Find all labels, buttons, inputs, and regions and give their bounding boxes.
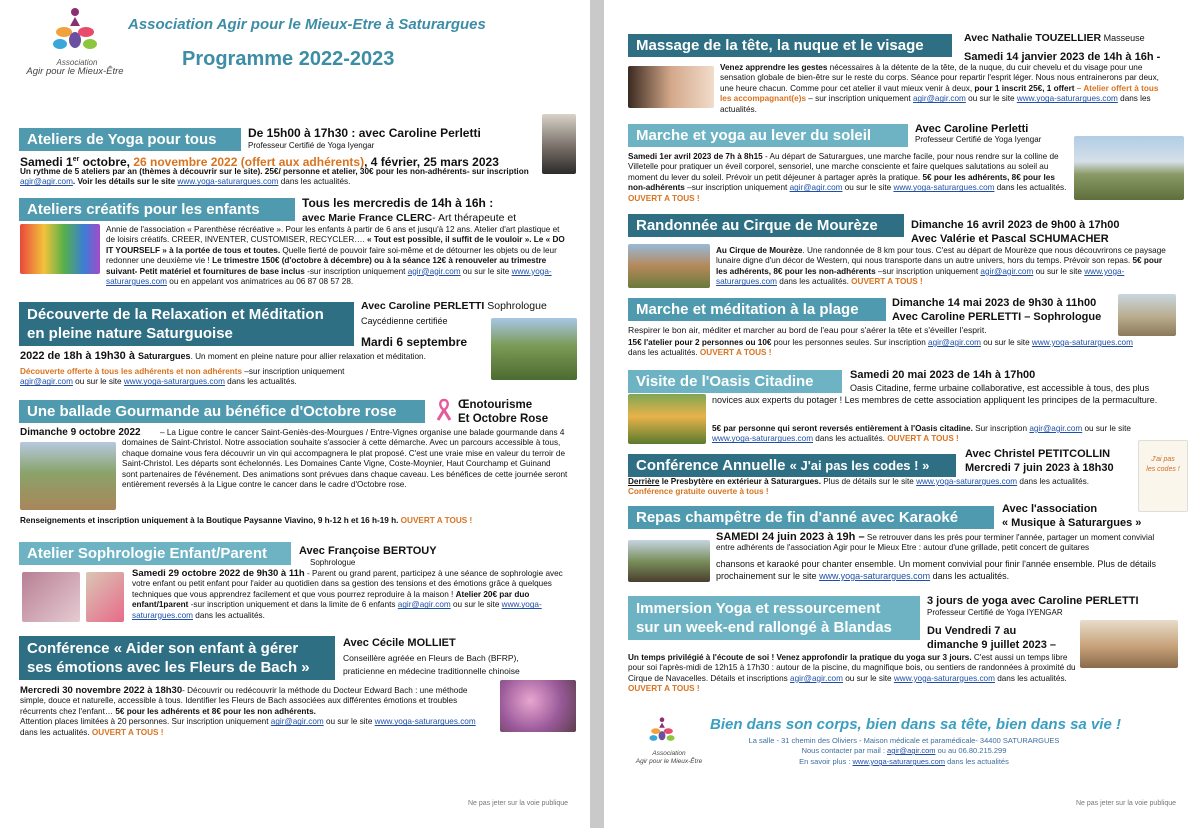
relax-date: Mardi 6 septembre xyxy=(361,335,468,349)
massage-date: Samedi 14 janvier 2023 de 14h à 16h - xyxy=(964,51,1161,63)
immersion-date2: dimanche 9 juillet 2023 – xyxy=(927,639,1057,651)
immersion-banner: Immersion Yoga et ressourcement sur un week-end rallongé à Blandas xyxy=(628,596,920,640)
logo-flower-icon xyxy=(40,4,110,56)
conf1-body: Mercredi 30 novembre 2022 à 18h30- Découvrir ou redécouvrir la méthode du Docteur Edward Bach : une méthode simple, douce et naturelle, accessible à tous. Identifier les Fleurs de Bach associées aux différentes émotions et troubles récurrents chez l'enfant… 5€ pour les adhérents et 8€ pour les non adhérents. Attention places limitées à 20 personnes. Sur inscription uniquement agir@agir.com ou sur le site www.yoga-saturargues.com dans les actualités. OUVERT A TOUS ! xyxy=(20,685,476,737)
creatif-time: Tous les mercredis de 14h à 16h : xyxy=(302,196,494,210)
ballade-side1: Œnotourisme xyxy=(458,399,533,411)
repas-body2: chansons et karaoké pour chanter ensemble. Un moment convivial pour finir l'année ensemble. Plus de détails prochainement sur le site www.yoga-saturargues.com dans les actualités. xyxy=(716,559,1156,581)
conf2-with: Avec Christel PETITCOLLIN xyxy=(965,448,1111,460)
conf2-site-link[interactable]: www.yoga-saturargues.com xyxy=(916,477,1018,486)
marche-banner: Marche et yoga au lever du soleil xyxy=(628,124,908,147)
yoga-teacher-title: Professeur Certifié de Yoga Iyengar xyxy=(248,141,375,150)
repas-banner: Repas champêtre de fin d'anné avec Karaoké xyxy=(628,506,994,529)
conf2-body: Derrière le Presbytère en extérieur à Saturargues. Plus de détails sur le site www.yoga-saturargues.com dans les actualités. Conférence gratuite ouverte à tous ! xyxy=(628,477,1090,497)
footer-logo-icon xyxy=(642,712,682,748)
slogan: Bien dans son corps, bien dans sa tête, bien dans sa vie ! xyxy=(710,716,1121,733)
medit-with: Avec Caroline PERLETTI – Sophrologue xyxy=(892,311,1102,323)
immersion-role: Professeur Certifié de Yoga IYENGAR xyxy=(927,608,1063,617)
page-right xyxy=(604,0,1194,828)
conf1-banner: Conférence « Aider son enfant à gérer ses émotions avec les Fleurs de Bach » xyxy=(19,636,335,680)
footer-site-link[interactable]: www.yoga-saturargues.com xyxy=(852,757,946,766)
medit-body2: 15€ l'atelier pour 2 personnes ou 10€ pour les personnes seules. Sur inscription agir@agir.com ou sur le site www.yoga-saturargues.com dans les actualités. OUVERT A TOUS ! xyxy=(628,338,1133,358)
massage-with: Avec Nathalie TOUZELLIER Masseuse xyxy=(964,32,1145,44)
rando-site-link[interactable]: www.yoga-saturargues.com xyxy=(716,266,1125,287)
footer-email-link[interactable]: agir@agir.com xyxy=(887,746,936,755)
marche-photo xyxy=(1074,136,1184,200)
relax-body2: Découverte offerte à tous les adhérents et non adhérents –sur inscription uniquement agir@agir.com ou sur le site www.yoga-saturargues.com dans les actualités. xyxy=(20,367,345,387)
repas-with: Avec l'association xyxy=(1002,503,1098,515)
sophro-photo-1 xyxy=(22,572,80,622)
rando-date: Dimanche 16 avril 2023 de 9h00 à 17h00 xyxy=(911,219,1120,231)
sophro-banner: Atelier Sophrologie Enfant/Parent xyxy=(19,542,291,565)
creatif-body: Annie de l'association « Parenthèse récréative ». Pour les enfants à partir de 6 ans et jusqu'à 12 ans. Atelier d'art plastique et de loisirs créatifs. CREER, INVENTER, CUSTOMISER, RECYCLER…. « Tout est possible, il suffit de le vouloir ». Le « DO IT YOURSELF » à la portée de tous et toutes. Quelle fierté de pouvoir faire soi-même et de détourner les objets ou de leur redonner une deuxième vie ! Le trimestre 150€ (d'octobre à décembre) ou à la séance 12€ à renouveler au trimestre suivant- Petit matériel et fournitures de base inclus -sur inscription uniquement agir@agir.com ou sur le site www.yoga-saturargues.com ou en appelant vos animatrices au 06 87 08 57 28. xyxy=(106,225,565,287)
medit-email-link[interactable]: agir@agir.com xyxy=(928,338,981,347)
rando-banner: Randonnée au Cirque de Mourèze xyxy=(628,214,904,237)
creatif-email-link[interactable]: agir@agir.com xyxy=(407,266,461,276)
oasis-body2: 5€ par personne qui seront reversés entièrement à l'Oasis citadine. Sur inscription agir@agir.com ou sur le site www.yoga-saturargues.com dans les actualités. OUVERT A TOUS ! xyxy=(712,424,1131,444)
repas-site-link[interactable]: www.yoga-saturargues.com xyxy=(819,571,931,581)
notice-right: Ne pas jeter sur la voie publique xyxy=(1076,800,1177,807)
medit-date: Dimanche 14 mai 2023 de 9h30 à 11h00 xyxy=(892,297,1097,309)
footer-contact: Nous contacter par mail : agir@agir.com ou au 06.80.215.299 xyxy=(801,746,1007,755)
logo-text-2: Agir pour le Mieux-Être xyxy=(26,66,124,77)
oasis-date: Samedi 20 mai 2023 de 14h à 17h00 xyxy=(850,369,1036,381)
oasis-email-link[interactable]: agir@agir.com xyxy=(1029,424,1083,433)
creatif-with: avec Marie France CLERC- Art thérapeute et xyxy=(302,212,517,224)
footer-logo-text: Association Agir pour le Mieux-Être xyxy=(635,750,703,765)
pink-ribbon-icon xyxy=(434,398,454,422)
ballade-text: – La Ligue contre le cancer Saint-Geniès-des-Mourgues / Entre-Vignes organise une balade gourmande dans 4 domaines de Saint-Christol. Notre association souhaite s'associer à cette démarche. Avec un parcours accessible à tous, chaque domaine vous fera découvrir un vin qui accompagnera le plat proposé. C'est une vraie mise en valeur du terroir de Saint-Christol. Les départs sont échelonnés. Les Domaines Cante Vigne, Coste-Moynier, Haut Courchamp et Guinand sont partenaires de l'événement. Des animations sont prévues dans chaque caveau. Les bénéfices de cette journée seront entièrement reversés à la Ligue contre le cancer dans le cadre d'Octobre rose. xyxy=(122,428,568,490)
oasis-site-link[interactable]: www.yoga-saturargues.com xyxy=(712,434,814,444)
footer-more: En savoir plus : www.yoga-saturargues.com dans les actualités xyxy=(799,757,1009,766)
ballade-info: Renseignements et inscription uniquement à la Boutique Paysanne Viavino, 9 h-12 h et 16 h-19 h. OUVERT A TOUS ! xyxy=(20,516,473,525)
massage-site-link[interactable]: www.yoga-saturargues.com xyxy=(1016,94,1118,104)
yoga-site-link[interactable]: www.yoga-saturargues.com xyxy=(177,177,279,187)
conf1-with: Avec Cécile MOLLIET xyxy=(343,637,456,649)
rando-with: Avec Valérie et Pascal SCHUMACHER xyxy=(911,233,1109,245)
creatif-photo xyxy=(20,224,100,274)
notice-left: Ne pas jeter sur la voie publique xyxy=(468,800,569,807)
marche-with: Avec Caroline Perletti xyxy=(915,123,1029,135)
programme-title: Programme 2022-2023 xyxy=(182,48,395,70)
rando-email-link[interactable]: agir@agir.com xyxy=(980,266,1034,276)
oasis-body: Oasis Citadine, ferme urbaine collaborative, est accessible à tous, des plus novices aux experts du potager ! Les membres de cette association appliquent les principes de la permaculture. xyxy=(712,383,1158,405)
medit-banner: Marche et méditation à la plage xyxy=(628,298,886,321)
oasis-banner: Visite de l'Oasis Citadine xyxy=(628,370,842,393)
org-title: Association Agir pour le Mieux-Etre à Saturargues xyxy=(128,16,486,33)
relax-photo xyxy=(491,318,577,380)
relax-role: Caycédienne certifiée xyxy=(361,316,448,326)
yoga-photo xyxy=(542,114,576,174)
conf1-role: Conseillère agréée en Fleurs de Bach (BFRP), praticienne en médecine traditionnelle chinoise xyxy=(343,653,520,676)
sophro-with: Avec Françoise BERTOUY xyxy=(299,545,437,557)
ballade-body: Dimanche 9 octobre 2022 xyxy=(20,427,141,438)
marche-body: Samedi 1er avril 2023 de 7h à 8h15 - Au départ de Saturargues, une marche facile, pour nous rendre sur la colline de Villetelle pour pratiquer un éveil corporel, sensoriel, une marche consciente et faire quelques salutations au soleil au moment du lever du soleil. Prévoir un petit déjeuner à partager après la pratique. 5€ pour les adhérents, 8€ pour les non-adhérents –sur inscription uniquement agir@agir.com ou sur le site www.yoga-saturargues.com dans les actualités. OUVERT A TOUS ! xyxy=(628,152,1067,203)
ballade-photo xyxy=(20,442,116,510)
massage-email-link[interactable]: agir@agir.com xyxy=(912,94,966,104)
rando-photo xyxy=(628,244,710,288)
marche-email-link[interactable]: agir@agir.com xyxy=(789,183,843,193)
yoga-dates: Samedi 1er octobre, 26 novembre 2022 (offert aux adhérents), 4 février, 25 mars 2023 xyxy=(20,155,499,169)
marche-role: Professeur Certifié de Yoga Iyengar xyxy=(915,135,1042,144)
massage-photo xyxy=(628,66,714,108)
yoga-email-link[interactable]: agir@agir.com xyxy=(20,177,73,187)
immersion-photo xyxy=(1080,620,1178,668)
immersion-email-link[interactable]: agir@agir.com xyxy=(790,673,843,683)
sophro-photo-2 xyxy=(86,572,124,622)
repas-with2: « Musique à Saturargues » xyxy=(1002,517,1142,529)
relax-with: Avec Caroline PERLETTI Sophrologue xyxy=(361,300,547,312)
conf1-site-link[interactable]: www.yoga-saturargues.com xyxy=(374,717,476,727)
relax-banner: Découverte de la Relaxation et Méditation en pleine nature Saturguoise xyxy=(19,302,354,346)
massage-body: Venez apprendre les gestes nécessaires à la détente de la tête, de la nuque, du cuir chevelu et du visage pour une sensation globale de bien-être sur le reste du corps. Séance pour repartir l'esprit léger. Nous nous entrainerons par deux, une heure chacun. Comme pour cet atelier il vaut mieux venir à deux, pour 1 inscrit 25€, 1 offert – Atelier offert à tous les accompagnant(e)s – sur inscription uniquement agir@agir.com ou sur le site www.yoga-saturargues.com dans les actualités. xyxy=(720,63,1159,114)
yoga-time: De 15h00 à 17h30 : avec Caroline Perletti xyxy=(248,126,481,140)
repas-body: SAMEDI 24 juin 2023 à 19h – Se retrouver dans les prés pour terminer l'année, partager un moment convivial entre adhérents de l'association Agir pour le Mieux Etre : autour d'une grillade, petit concert de guitares xyxy=(716,531,1155,553)
sophro-site-link[interactable]: www.yoga-saturargues.com xyxy=(132,600,542,620)
creatif-site-link[interactable]: www.yoga-saturargues.com xyxy=(106,266,552,287)
medit-body: Respirer le bon air, méditer et marcher au bord de l'eau pour s'aérer la tête et s'éveiller l'esprit. xyxy=(628,325,987,335)
conf2-book: J'ai pas les codes ! xyxy=(1138,440,1188,512)
conf2-banner: Conférence Annuelle « J'ai pas les codes ! » xyxy=(628,454,956,477)
rando-body: Au Cirque de Mourèze. Une randonnée de 8 km pour tous. C'est au départ de Mourèze que nous découvrirons ce paysage lunaire digne d'un décor de Western, qui nous transporte dans un autre univers, hors du temps. Prévoir son repas. 5€ pour les adhérents, 8€ pour les non-adhérents –sur inscription uniquement agir@agir.com ou sur le site www.yoga-saturargues.com dans les actualités. OUVERT A TOUS ! xyxy=(716,246,1166,287)
immersion-with: 3 jours de yoga avec Caroline PERLETTI xyxy=(927,595,1139,607)
yoga-body: Un rythme de 5 ateliers par an (thèmes à découvrir sur le site). 25€/ personne et atelier, 30€ pour les non-adhérents- sur inscription agir@agir.com. Voir les détails sur le site www.yoga-saturargues.com dans les actualités. xyxy=(20,167,529,187)
conf2-date: Mercredi 7 juin 2023 à 18h30 xyxy=(965,462,1114,474)
medit-site-link[interactable]: www.yoga-saturargues.com xyxy=(1031,338,1133,347)
ballade-banner: Une ballade Gourmande au bénéfice d'Octobre rose xyxy=(19,400,425,423)
ballade-side2: Et Octobre Rose xyxy=(458,413,549,425)
repas-photo xyxy=(628,540,710,582)
oasis-photo xyxy=(628,394,706,444)
creatif-banner: Ateliers créatifs pour les enfants xyxy=(19,198,295,221)
relax-site-link[interactable]: www.yoga-saturargues.com xyxy=(123,377,225,387)
immersion-date1: Du Vendredi 7 au xyxy=(927,625,1017,637)
conf1-photo xyxy=(500,680,576,732)
marche-site-link[interactable]: www.yoga-saturargues.com xyxy=(893,183,995,193)
sophro-email-link[interactable]: agir@agir.com xyxy=(397,600,451,610)
immersion-body: Un temps privilégié à l'écoute de soi ! Venez approfondir la pratique du yoga sur 3 jours. C'est aussi un temps libre pour soi l'après-midi de 12h15 à 17h30 : autour de la piscine, du magnifique bois, ou sentiers de randonnées à proximité du Cirque de Navacelles. Détails et inscriptions agir@agir.com ou sur le site www.yoga-saturargues.com dans les actualités. OUVERT A TOUS ! xyxy=(628,653,1076,694)
page-left xyxy=(0,0,590,828)
sophro-role: Sophrologue xyxy=(310,558,356,567)
footer-address: La salle - 31 chemin des Oliviers - Maison médicale et paramédicale- 34400 SATURARGUES xyxy=(748,736,1060,745)
yoga-banner: Ateliers de Yoga pour tous xyxy=(19,128,241,151)
massage-banner: Massage de la tête, la nuque et le visage xyxy=(628,34,952,57)
logo-text-1: Association xyxy=(56,58,98,67)
immersion-site-link[interactable]: www.yoga-saturargues.com xyxy=(893,673,995,683)
relax-body: 2022 de 18h à 19h30 à Saturargues. Un moment en pleine nature pour allier relaxation et méditation. xyxy=(20,350,426,362)
sophro-body: Samedi 29 octobre 2022 de 9h30 à 11h - Parent ou grand parent, participez à une séance de sophrologie avec votre enfant ou petit enfant pour l'aider au quotidien dans sa gestion des tensions et des émotions grâce à quelques techniques que vous apprendrez facilement et que vous pourrez reproduire à la maison ! Atelier 20€ par duo enfant/1parent -sur inscription uniquement et dans la limite de 6 enfants agir@agir.com ou sur le site www.yoga-saturargues.com dans les actualités. xyxy=(132,568,563,620)
conf1-email-link[interactable]: agir@agir.com xyxy=(270,717,324,727)
relax-email-link[interactable]: agir@agir.com xyxy=(20,377,73,387)
